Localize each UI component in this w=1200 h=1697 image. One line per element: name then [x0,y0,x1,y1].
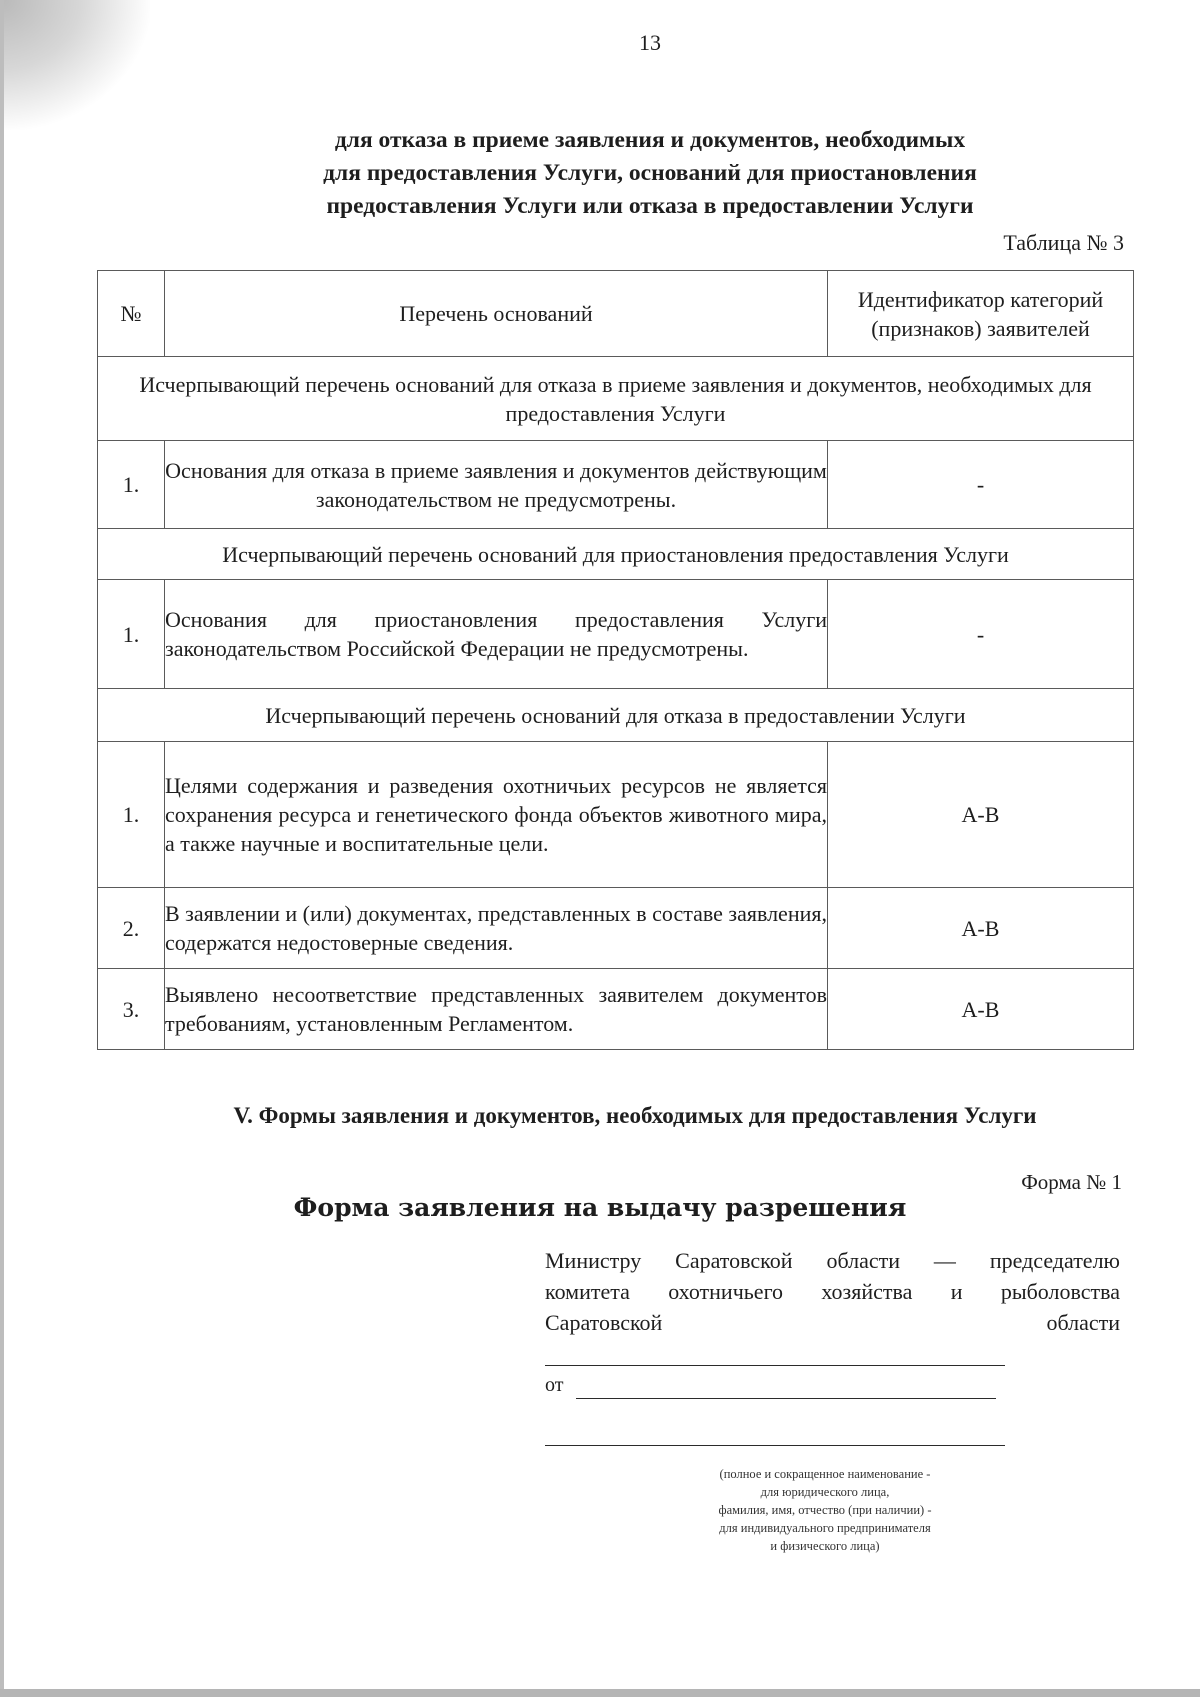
heading-line: для предоставления Услуги, оснований для приостановления [323,160,977,186]
scan-shadow-corner [0,0,150,130]
blank-line[interactable] [545,1365,1005,1366]
heading-line: для отказа в приеме заявления и документов, необходимых [334,127,966,153]
row-id: - [828,441,1134,529]
row-text: В заявлении и (или) документах, представленных в составе заявления, содержатся недостоверные сведения. [165,888,828,969]
section-heading [150,124,1150,223]
table-section-row [98,529,1134,580]
row-id: А-В [828,742,1134,888]
caption-line: (полное и сокращенное наименование - [719,1467,931,1481]
blank-line-from[interactable] [576,1398,996,1399]
caption-line: для юридического лица, [760,1485,890,1499]
row-id: А-В [828,969,1134,1050]
form-title: Форма заявления на выдачу разрешения [293,1193,907,1222]
row-num: 1. [98,580,165,689]
header-num: № [98,271,165,357]
heading-line: предоставления Услуги или отказа в предоставлении Услуги [326,193,974,219]
row-num: 1. [98,742,165,888]
row-text: Целями содержания и разведения охотничьих ресурсов не является сохранения ресурса и генетического фонда объектов животного мира, а также научные и воспитательные цели. [165,742,828,888]
from-label: от [545,1374,564,1396]
recipient-block [545,1245,1120,1338]
row-text: Основания для отказа в приеме заявления и документов действующим законодательством не предусмотрены. [165,441,828,529]
table-header-row [98,271,1134,357]
blank-line[interactable] [545,1445,1005,1446]
table-row [98,969,1134,1050]
section-title: Исчерпывающий перечень оснований для приостановления предоставления Услуги [98,529,1134,580]
row-text: Основания для приостановления предоставления Услуги законодательством Российской Федерации не предусмотрены. [165,580,828,689]
recipient-line: Министру Саратовской области — председателю [545,1248,1120,1273]
caption-line: для индивидуального предпринимателя [719,1521,931,1535]
row-id: А-В [828,888,1134,969]
table-section-row [98,357,1134,441]
table-row [98,888,1134,969]
caption-line: фамилия, имя, отчество (при наличии) - [718,1503,932,1517]
recipient-line: комитета охотничьего хозяйства и рыболовства [545,1279,1120,1304]
section-title: Исчерпывающий перечень оснований для отказа в предоставлении Услуги [98,689,1134,742]
recipient-region: Саратовской [545,1310,663,1335]
section-v-title: V. Формы заявления и документов, необходимых для предоставления Услуги [233,1103,1037,1128]
table-row [98,742,1134,888]
scan-edge-left [0,0,4,1697]
table-row [98,580,1134,689]
scan-edge-bottom [0,1689,1200,1697]
recipient-region-suffix: области [1046,1310,1120,1335]
row-num: 1. [98,441,165,529]
page-number: 13 [639,30,661,55]
row-num: 2. [98,888,165,969]
table-section-row [98,689,1134,742]
row-id: - [828,580,1134,689]
applicant-name-caption [680,1465,970,1555]
table-caption: Таблица № 3 [1003,230,1124,255]
row-text: Выявлено несоответствие представленных заявителем документов требованиям, установленным Регламентом. [165,969,828,1050]
table-row [98,441,1134,529]
row-num: 3. [98,969,165,1050]
header-list: Перечень оснований [165,271,828,357]
form-number-label: Форма № 1 [1021,1170,1122,1194]
caption-line: и физического лица) [770,1539,880,1553]
header-id: Идентификатор категорий (признаков) заявителей [828,271,1134,357]
section-title: Исчерпывающий перечень оснований для отказа в приеме заявления и документов, необходимых для предоставления Услуги [98,357,1134,441]
recipient-line [545,1307,1120,1338]
grounds-table [97,270,1134,1050]
